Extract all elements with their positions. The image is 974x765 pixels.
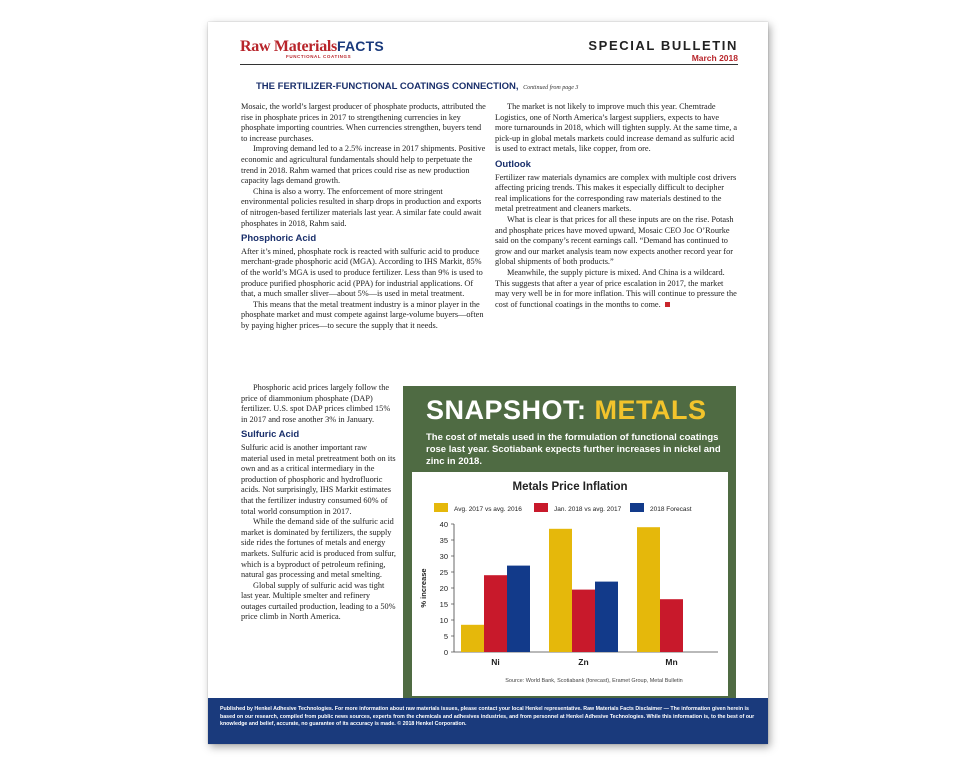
paragraph <box>495 268 738 310</box>
legend-swatch <box>534 503 548 512</box>
bar <box>660 599 683 652</box>
snapshot-title <box>426 395 707 426</box>
legend-label: Avg. 2017 vs avg. 2016 <box>454 506 522 513</box>
paragraph: The market is not likely to improve much this year. Chemtrade Logistics, one of North America’s largest suppliers, expects to have more turnarounds in 2018, which will tighten supply. At the same time, a pick-up in global metals markets could increase demand as sulfuric acid is used to extract metals, like copper, from ore. <box>495 102 738 154</box>
article-headline <box>256 81 578 92</box>
y-tick-label: 25 <box>439 568 448 577</box>
paragraph-text: Meanwhile, the supply picture is mixed. And China is a wildcard. This suggests that after a year of price escalation in 2017, the market may very well be in for more inflation. This will continue to pressure the cost of functional coatings in the months to come. <box>495 267 737 309</box>
y-tick-label: 0 <box>443 648 448 657</box>
y-tick-label: 10 <box>439 616 448 625</box>
paragraph: What is clear is that prices for all these inputs are on the rise. Potash and phosphate prices have moved upward, Mosaic CEO Joc O’Rourke said on the company’s recent earnings call. “Demand has continued to grow and our market analysis team now expects another record year for global shipments of both products.” <box>495 214 734 267</box>
legend-swatch <box>630 503 644 512</box>
metals-price-inflation-chart <box>412 472 728 696</box>
left-column <box>241 102 487 331</box>
snapshot-panel <box>403 386 736 703</box>
legend-label: Jan. 2018 vs avg. 2017 <box>554 506 622 513</box>
paragraph: Fertilizer raw materials dynamics are complex with multiple cost drivers affecting pricing trends. This makes it especially difficult to decipher real implications for the corresponding raw materials destined to the metal pretreatment and cleaners markets. <box>495 172 737 214</box>
bar <box>484 575 507 652</box>
chart-source: Source: World Bank, Scotiabank (forecast), Eramet Group, Metal Bulletin <box>505 678 683 684</box>
headline-title: THE FERTILIZER-FUNCTIONAL COATINGS CONNECTION, <box>256 81 519 92</box>
bulletin-label: SPECIAL BULLETIN <box>588 38 738 53</box>
bar <box>637 527 660 652</box>
paragraph: After it’s mined, phosphate rock is reacted with sulfuric acid to produce merchant-grade phosphoric acid (MGA). According to IHS Markit, 85% of the world’s MGA is used to produce fertilizer. Less than 9% is used to produce purified phosphoric acid (PPA) for industrial applications. Of that, a much smaller sliver—about 5%—is used in metal treatment. <box>241 246 483 299</box>
y-tick-label: 5 <box>443 632 448 641</box>
footer-disclaimer: Published by Henkel Adhesive Technologies. For more information about raw materials issues, please contact your local Henkel representative. Raw Materials Facts Disclaimer — The information given herein is based on our research, compiled from public news sources, experts from the chemicals and adhesives industries, and from personnel at Henkel Adhesive Technologies. While this information is, to the best of our knowledge and belief, accurate, no guarantee of its accuracy is made. © 2018 Henkel Corporation. <box>220 706 755 727</box>
bulletin-page <box>208 22 768 744</box>
x-category-label: Zn <box>578 657 589 667</box>
bar <box>595 582 618 652</box>
paragraph: China is also a worry. The enforcement of more stringent environmental policies resulted in sharp drops in production and exports of nitrogen-based fertilizer materials last year. A similar fate could await phosphates in 2018, Rahm said. <box>241 186 482 228</box>
brand-subtitle: FUNCTIONAL COATINGS <box>286 54 352 59</box>
y-axis-label: % increase <box>419 568 428 608</box>
y-tick-label: 15 <box>439 600 448 609</box>
y-tick-label: 35 <box>439 536 448 545</box>
header-divider <box>240 64 738 65</box>
paragraph: This means that the metal treatment industry is a minor player in the phosphate market and must compete against large-volume buyers—often by paying higher prices—to secure the supply that it needs. <box>241 299 484 330</box>
right-column <box>495 102 738 310</box>
paragraph: While the demand side of the sulfuric acid market is dominated by fertilizers, the supply side rides the fortunes of metals and energy markets. Sulfuric acid is produced from sulfur, which is a byproduct of petroleum refining, natural gas processing and metal smelting. <box>241 517 396 580</box>
paragraph: Phosphoric acid prices largely follow the price of diammonium phosphate (DAP) fertilizer. U.S. spot DAP prices climbed 15% in 2017 and rose another 3% in January. <box>241 383 391 424</box>
paragraph: Improving demand led to a 2.5% increase in 2017 shipments. Positive economic and agricultural fundamentals should help to perpetuate the trend in 2018. Rahm warned that prices could rise as new production capacity lags demand growth. <box>241 144 486 186</box>
paragraph: Global supply of sulfuric acid was tight last year. Multiple smelter and refinery outages curtailed production, leading to a 50% price climb in North America. <box>241 580 396 622</box>
legend-label: 2018 Forecast <box>650 506 692 513</box>
brand-name-facts: FACTS <box>336 38 384 54</box>
section-heading-phosphoric-acid: Phosphoric Acid <box>241 233 317 245</box>
bar <box>572 590 595 652</box>
x-category-label: Mn <box>665 657 678 667</box>
y-tick-label: 40 <box>439 520 448 529</box>
x-category-label: Ni <box>491 657 500 667</box>
chart-container <box>412 472 728 696</box>
snapshot-description: The cost of metals used in the formulation of functional coatings rose last year. Scotiabank expects further increases in nickel and zinc in 2018. <box>426 432 721 467</box>
bar <box>461 625 484 652</box>
y-tick-label: 20 <box>439 584 448 593</box>
bar <box>549 529 572 652</box>
brand-name-raw-materials: Raw Materials <box>240 38 337 55</box>
y-tick-label: 30 <box>439 552 448 561</box>
section-heading-outlook: Outlook <box>495 158 531 170</box>
snapshot-title-prefix: SNAPSHOT: <box>426 395 587 425</box>
snapshot-title-metals: METALS <box>594 395 707 425</box>
footer-band <box>208 698 768 744</box>
end-of-article-mark <box>665 302 670 307</box>
brand-logo <box>240 38 384 59</box>
chart-title: Metals Price Inflation <box>512 481 628 493</box>
bar <box>507 566 530 652</box>
bulletin-date: March 2018 <box>691 53 738 63</box>
section-heading-sulfuric-acid: Sulfuric Acid <box>241 429 300 441</box>
paragraph: Sulfuric acid is another important raw material used in metal pretreatment both on its own and as a critical intermediary in the production of phosphoric and hydrofluoric acids. Not surprisingly, IHS Markit estimates that the fertilizer industry consumed 60% of total world consumption in 2017. <box>241 442 396 516</box>
legend-swatch <box>434 503 448 512</box>
continued-note: Continued from page 3 <box>523 85 579 91</box>
paragraph: Mosaic, the world’s largest producer of phosphate products, attributed the rise in phosphate prices in 2017 to strengthening currencies in key phosphate importing countries. When currencies strengthen, buyers tend to increase purchases. <box>241 102 486 143</box>
narrow-column <box>241 383 396 623</box>
